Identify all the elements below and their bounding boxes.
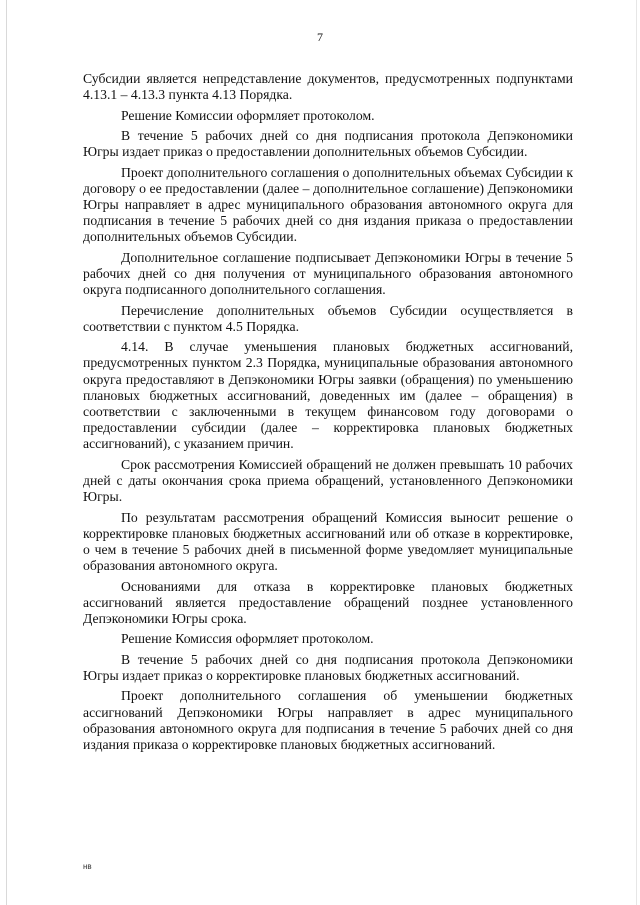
page-number: 7 — [317, 30, 323, 44]
paragraph-4: Проект дополнительного соглашения о дополнительных объемах Субсидии к договору о ее предоставлении (далее – дополнительное соглашение) Депэкономики Югры направляет в адрес муниципального образования автономного округа для подписания в течение 5 рабочих дней со дня издания приказа о предоставлении дополнительных объемов Субсидии. — [83, 164, 574, 245]
paragraph-3: В течение 5 рабочих дней со дня подписания протокола Депэкономики Югры издает приказ о предоставлении дополнительных объемов Субсидии. — [83, 127, 573, 160]
paragraph-10: Основаниями для отказа в корректировке плановых бюджетных ассигнований является предоставление обращений позднее установленного Депэкономики Югры срока. — [83, 578, 573, 626]
paragraph-6: Перечисление дополнительных объемов Субсидии осуществляется в соответствии с пунктом 4.5 Порядка. — [83, 302, 573, 334]
paragraph-12: В течение 5 рабочих дней со дня подписания протокола Депэкономики Югры издает приказ о корректировке плановых бюджетных ассигнований. — [83, 651, 573, 683]
paragraph-11: Решение Комиссия оформляет протоколом. — [121, 631, 374, 647]
footer-initials: нв — [83, 862, 92, 871]
paragraph-8: Срок рассмотрения Комиссией обращений не должен превышать 10 рабочих дней с даты окончания срока приема обращений, установленного Депэкономики Югры. — [83, 456, 573, 505]
scan-edge-left — [6, 0, 7, 905]
paragraph-5: Дополнительное соглашение подписывает Депэкономики Югры в течение 5 рабочих дней со дня получения от муниципального образования автономного округа подписанного дополнительного соглашения. — [83, 249, 573, 298]
document-body — [83, 71, 573, 757]
paragraph-1: Субсидии является непредставление документов, предусмотренных подпунктами 4.13.1 – 4.13.3 пункта 4.13 Порядка. — [83, 71, 573, 103]
paragraph-2: Решение Комиссии оформляет протоколом. — [121, 107, 375, 123]
scan-edge-right — [636, 0, 637, 905]
paragraph-7: 4.14. В случае уменьшения плановых бюджетных ассигнований, предусмотренных пунктом 2.3 Порядка, муниципальные образования автономного округа предоставляют в Депэкономики Югры заявки (обращения) по уменьшению плановых бюджетных ассигнований, доведенных им (далее – обращения) в соответствии с заключенными в текущем финансовом году договорами о предоставлении субсидии (далее – корректировка плановых бюджетных ассигнований), с указанием причин. — [83, 339, 573, 452]
paragraph-13: Проект дополнительного соглашения об уменьшении бюджетных ассигнований Депэкономики Югры направляет в адрес муниципального образования автономного округа для подписания в течение 5 рабочих дней со дня издания приказа о корректировке плановых бюджетных ассигнований. — [83, 688, 573, 752]
paragraph-9: По результатам рассмотрения обращений Комиссия выносит решение о корректировке плановых бюджетных ассигнований или об отказе в корректировке, о чем в течение 5 рабочих дней в письменной форме уведомляет муниципальные образования автономного округа. — [83, 509, 573, 574]
